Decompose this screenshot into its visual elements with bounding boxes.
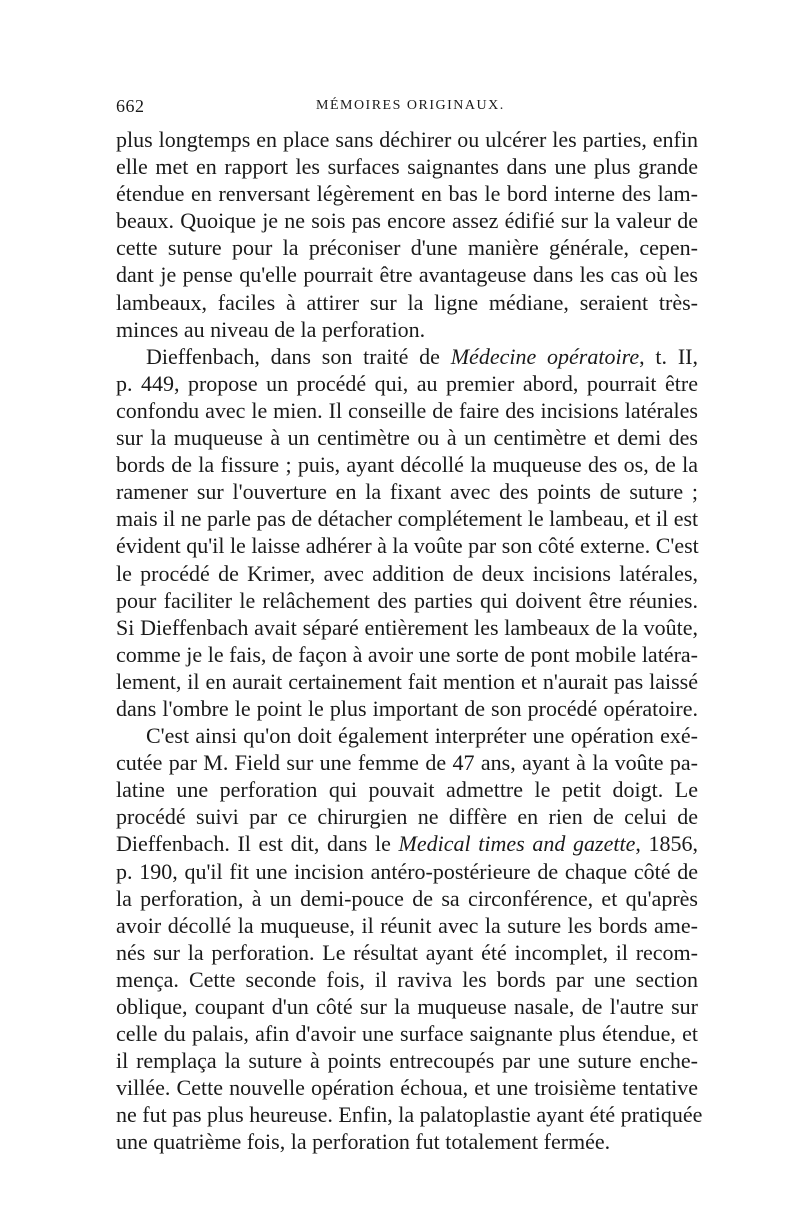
text-line: Dieffenbach. Il est dit, dans le Medical times and gazette, 1856, <box>116 831 698 857</box>
text-line: villée. Cette nouvelle opération échoua, et une troisième tentative <box>116 1075 698 1101</box>
text-line: ramener sur l'ouverture en la fixant avec des points de suture ; <box>116 479 698 505</box>
text-line: elle met en rapport les surfaces saignantes dans une plus grande <box>116 154 698 180</box>
italic-title: Médecine opératoire <box>450 343 640 369</box>
text-line: beaux. Quoique je ne sois pas encore assez édifié sur la valeur de <box>116 208 698 234</box>
text-line: p. 449, propose un procédé qui, au premier abord, pourrait être <box>116 370 698 396</box>
text-line: la perforation, à un demi-pouce de sa circonférence, et qu'après <box>116 885 698 911</box>
text-line: bords de la fissure ; puis, ayant décollé la muqueuse des os, de la <box>116 452 698 478</box>
text-line: une quatrième fois, la perforation fut totalement fermée. <box>116 1129 611 1155</box>
text-line: latine une perforation qui pouvait admettre le petit doigt. Le <box>116 777 698 803</box>
text-line: celle du palais, afin d'avoir une surface saignante plus étendue, et <box>116 1021 698 1047</box>
text-line: C'est ainsi qu'on doit également interpréter une opération exé- <box>146 723 698 749</box>
text-line: mença. Cette seconde fois, il raviva les bords par une section <box>116 966 698 992</box>
text-line: ne fut pas plus heureuse. Enfin, la palatoplastie ayant été pratiquée <box>116 1102 703 1128</box>
text-line: dant je pense qu'elle pourrait être avantageuse dans les cas où les <box>116 262 698 288</box>
text-line: lambeaux, faciles à attirer sur la ligne médiane, seraient très- <box>116 289 698 315</box>
text-line: étendue en renversant légèrement en bas le bord interne des lam- <box>116 181 698 207</box>
text-line: Dieffenbach, dans son traité de Médecine opératoire, t. II, <box>146 343 698 369</box>
text-line: le procédé de Krimer, avec addition de deux incisions latérales, <box>116 560 698 586</box>
text-line: confondu avec le mien. Il conseille de faire des incisions latérales <box>116 397 698 423</box>
text-line: minces au niveau de la perforation. <box>116 316 426 342</box>
page-header <box>116 96 698 124</box>
italic-title: Medical times and gazette <box>398 831 636 857</box>
text-line: mais il ne parle pas de détacher complétement le lambeau, et il est <box>116 506 699 532</box>
text-line: procédé suivi par ce chirurgien ne diffère en rien de celui de <box>116 804 698 830</box>
text-line: pour faciliter le relâchement des parties qui doivent être réunies. <box>116 587 698 613</box>
text-line: dans l'ombre le point le plus important de son procédé opératoire. <box>116 695 698 721</box>
text-line: sur la muqueuse à un centimètre ou à un centimètre et demi des <box>116 425 698 451</box>
text-line: comme je le fais, de façon à avoir une sorte de pont mobile latéra- <box>116 641 698 667</box>
text-line: Si Dieffenbach avait séparé entièrement les lambeaux de la voûte, <box>116 614 698 640</box>
text-line: il remplaça la suture à points entrecoupés par une suture enche- <box>116 1048 698 1074</box>
text-line: plus longtemps en place sans déchirer ou ulcérer les parties, enfin <box>116 127 698 152</box>
text-line: cutée par M. Field sur une femme de 47 ans, ayant à la voûte pa- <box>116 750 698 776</box>
text-line: oblique, coupant d'un côté sur la muqueuse nasale, de l'autre sur <box>116 994 698 1019</box>
page-number: 662 <box>116 96 145 116</box>
text-line: cette suture pour la préconiser d'une manière générale, cepen- <box>116 235 698 261</box>
text-line: nés sur la perforation. Le résultat ayant été incomplet, il recom- <box>116 939 698 965</box>
text-line: p. 190, qu'il fit une incision antéro-postérieure de chaque côté de <box>116 858 698 884</box>
text-line: lement, il en aurait certainement fait mention et n'aurait pas laissé <box>116 668 698 694</box>
book-page <box>116 96 703 1156</box>
text-line: évident qu'il le laisse adhérer à la voûte par son côté externe. C'est <box>116 533 699 559</box>
text-line: avoir décollé la muqueuse, il réunit avec la suture les bords ame- <box>116 912 698 938</box>
running-title: MÉMOIRES ORIGINAUX. <box>316 98 505 113</box>
body-text <box>116 126 703 1156</box>
